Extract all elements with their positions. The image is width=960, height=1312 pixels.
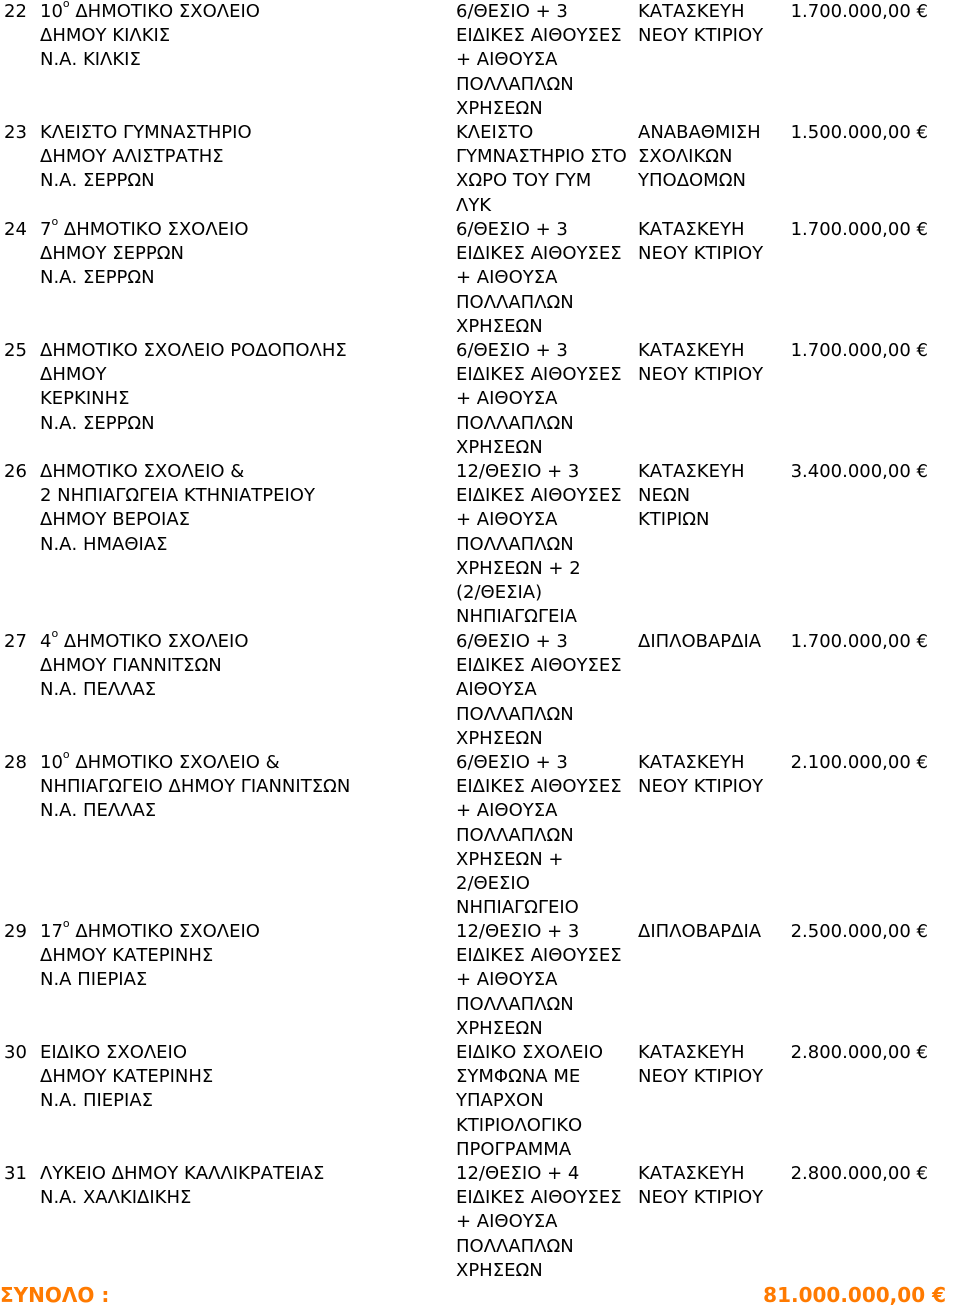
row-number: 22 — [4, 1, 27, 22]
school-name: $10^o$ ΔΗΜΟΤΙΚΟ ΣΧΟΛΕΙΟ ΔΗΜΟΥ ΚΙΛΚΙΣ Ν.Α. ΚΙΛΚΙΣ — [40, 0, 260, 71]
amount: 1.700.000,00 € — [790, 340, 928, 361]
row-number: 31 — [4, 1163, 27, 1184]
project-description: 6/ΘΕΣΙΟ + 3 ΕΙΔΙΚΕΣ ΑΙΘΟΥΣΕΣ + ΑΙΘΟΥΣΑ ΠΟΛΛΑΠΛΩΝ ΧΡΗΣΕΩΝ — [456, 1, 622, 119]
project-description: 6/ΘΕΣΙΟ + 3 ΕΙΔΙΚΕΣ ΑΙΘΟΥΣΕΣ + ΑΙΘΟΥΣΑ ΠΟΛΛΑΠΛΩΝ ΧΡΗΣΕΩΝ — [456, 340, 622, 458]
row-number: 24 — [4, 219, 27, 240]
project-description: 6/ΘΕΣΙΟ + 3 ΕΙΔΙΚΕΣ ΑΙΘΟΥΣΕΣ ΑΙΘΟΥΣΑ ΠΟΛΛΑΠΛΩΝ ΧΡΗΣΕΩΝ — [456, 631, 622, 749]
project-description: 6/ΘΕΣΙΟ + 3 ΕΙΔΙΚΕΣ ΑΙΘΟΥΣΕΣ + ΑΙΘΟΥΣΑ ΠΟΛΛΑΠΛΩΝ ΧΡΗΣΕΩΝ + 2/ΘΕΣΙΟ ΝΗΠΙΑΓΩΓΕΙΟ — [456, 752, 622, 919]
amount: 2.100.000,00 € — [790, 752, 928, 773]
action-type: ΚΑΤΑΣΚΕΥΗ ΝΕΟΥ ΚΤΙΡΙΟΥ — [638, 219, 764, 265]
school-name: $17^o$ ΔΗΜΟΤΙΚΟ ΣΧΟΛΕΙΟ ΔΗΜΟΥ ΚΑΤΕΡΙΝΗΣ Ν.Α ΠΙΕΡΙΑΣ — [40, 917, 260, 991]
project-description: ΚΛΕΙΣΤΟ ΓΥΜΝΑΣΤΗΡΙΟ ΣΤΟ ΧΩΡΟ ΤΟΥ ΓΥΜ ΛΥΚ — [456, 122, 627, 216]
action-type: ΚΑΤΑΣΚΕΥΗ ΝΕΟΥ ΚΤΙΡΙΟΥ — [638, 1, 764, 47]
action-type: ΔΙΠΛΟΒΑΡΔΙΑ — [638, 921, 762, 942]
school-name: ΔΗΜΟΤΙΚΟ ΣΧΟΛΕΙΟ ΡΟΔΟΠΟΛΗΣ ΔΗΜΟΥ ΚΕΡΚΙΝΗΣ Ν.Α. ΣΕΡΡΩΝ — [40, 340, 347, 434]
amount: 2.800.000,00 € — [790, 1163, 928, 1184]
action-type: ΚΑΤΑΣΚΕΥΗ ΝΕΟΥ ΚΤΙΡΙΟΥ — [638, 340, 764, 386]
amount: 3.400.000,00 € — [790, 461, 928, 482]
amount: 1.700.000,00 € — [790, 1, 928, 22]
total-label: ΣΥΝΟΛΟ : — [0, 1283, 110, 1307]
action-type: ΔΙΠΛΟΒΑΡΔΙΑ — [638, 631, 762, 652]
action-type: ΚΑΤΑΣΚΕΥΗ ΝΕΟΥ ΚΤΙΡΙΟΥ — [638, 1042, 764, 1088]
row-number: 29 — [4, 921, 27, 942]
school-name: ΛΥΚΕΙΟ ΔΗΜΟΥ ΚΑΛΛΙΚΡΑΤΕΙΑΣ Ν.Α. ΧΑΛΚΙΔΙΚΗΣ — [40, 1163, 325, 1209]
amount: 2.500.000,00 € — [790, 921, 928, 942]
project-description: ΕΙΔΙΚΟ ΣΧΟΛΕΙΟ ΣΥΜΦΩΝΑ ΜΕ ΥΠΑΡΧΟΝ ΚΤΙΡΙΟΛΟΓΙΚΟ ΠΡΟΓΡΑΜΜΑ — [456, 1042, 604, 1160]
row-number: 28 — [4, 752, 27, 773]
school-name: $7^o$ ΔΗΜΟΤΙΚΟ ΣΧΟΛΕΙΟ ΔΗΜΟΥ ΣΕΡΡΩΝ Ν.Α. ΣΕΡΡΩΝ — [40, 215, 249, 289]
project-description: 12/ΘΕΣΙΟ + 4 ΕΙΔΙΚΕΣ ΑΙΘΟΥΣΕΣ + ΑΙΘΟΥΣΑ ΠΟΛΛΑΠΛΩΝ ΧΡΗΣΕΩΝ — [456, 1163, 622, 1281]
row-number: 23 — [4, 122, 27, 143]
school-name: ΚΛΕΙΣΤΟ ΓΥΜΝΑΣΤΗΡΙΟ ΔΗΜΟΥ ΑΛΙΣΤΡΑΤΗΣ Ν.Α. ΣΕΡΡΩΝ — [40, 122, 252, 192]
school-name: ΕΙΔΙΚΟ ΣΧΟΛΕΙΟ ΔΗΜΟΥ ΚΑΤΕΡΙΝΗΣ Ν.Α. ΠΙΕΡΙΑΣ — [40, 1042, 214, 1112]
school-name: $10^o$ ΔΗΜΟΤΙΚΟ ΣΧΟΛΕΙΟ & ΝΗΠΙΑΓΩΓΕΙΟ ΔΗΜΟΥ ΓΙΑΝΝΙΤΣΩΝ Ν.Α. ΠΕΛΛΑΣ — [40, 748, 351, 822]
row-number: 26 — [4, 461, 27, 482]
amount: 1.700.000,00 € — [790, 219, 928, 240]
action-type: ΚΑΤΑΣΚΕΥΗ ΝΕΟΥ ΚΤΙΡΙΟΥ — [638, 752, 764, 798]
amount: 1.700.000,00 € — [790, 631, 928, 652]
school-name: $4^o$ ΔΗΜΟΤΙΚΟ ΣΧΟΛΕΙΟ ΔΗΜΟΥ ΓΙΑΝΝΙΤΣΩΝ Ν.Α. ΠΕΛΛΑΣ — [40, 627, 249, 701]
row-number: 30 — [4, 1042, 27, 1063]
amount: 2.800.000,00 € — [790, 1042, 928, 1063]
row-number: 27 — [4, 631, 27, 652]
total-amount: 81.000.000,00 € — [763, 1283, 946, 1307]
school-name: ΔΗΜΟΤΙΚΟ ΣΧΟΛΕΙΟ & 2 ΝΗΠΙΑΓΩΓΕΙΑ ΚΤΗΝΙΑΤΡΕΙΟΥ ΔΗΜΟΥ ΒΕΡΟΙΑΣ Ν.Α. ΗΜΑΘΙΑΣ — [40, 461, 315, 555]
action-type: ΚΑΤΑΣΚΕΥΗ ΝΕΩΝ ΚΤΙΡΙΩΝ — [638, 461, 745, 531]
amount: 1.500.000,00 € — [790, 122, 928, 143]
action-type: ΑΝΑΒΑΘΜΙΣΗ ΣΧΟΛΙΚΩΝ ΥΠΟΔΟΜΩΝ — [638, 122, 761, 192]
project-description: 12/ΘΕΣΙΟ + 3 ΕΙΔΙΚΕΣ ΑΙΘΟΥΣΕΣ + ΑΙΘΟΥΣΑ ΠΟΛΛΑΠΛΩΝ ΧΡΗΣΕΩΝ — [456, 921, 622, 1039]
project-description: 6/ΘΕΣΙΟ + 3 ΕΙΔΙΚΕΣ ΑΙΘΟΥΣΕΣ + ΑΙΘΟΥΣΑ ΠΟΛΛΑΠΛΩΝ ΧΡΗΣΕΩΝ — [456, 219, 622, 337]
row-number: 25 — [4, 340, 27, 361]
project-description: 12/ΘΕΣΙΟ + 3 ΕΙΔΙΚΕΣ ΑΙΘΟΥΣΕΣ + ΑΙΘΟΥΣΑ ΠΟΛΛΑΠΛΩΝ ΧΡΗΣΕΩΝ + 2 (2/ΘΕΣΙΑ) ΝΗΠΙΑΓΩΓΕΙΑ — [456, 461, 622, 628]
action-type: ΚΑΤΑΣΚΕΥΗ ΝΕΟΥ ΚΤΙΡΙΟΥ — [638, 1163, 764, 1209]
